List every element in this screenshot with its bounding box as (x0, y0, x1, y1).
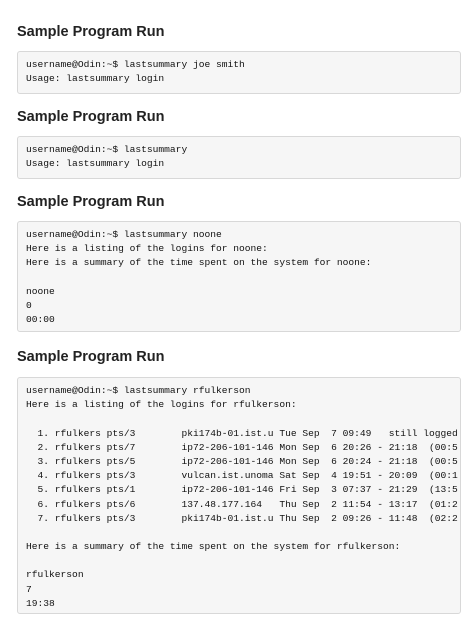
terminal-line: Here is a listing of the logins for noone: (26, 243, 268, 255)
terminal-line: Usage: lastsummary login (26, 73, 165, 85)
terminal-line: 3. rfulkers pts/5 ip72-206-101-146 Mon Sep 6 20:24 - 21:18 (00:5 (26, 455, 458, 467)
terminal-line: 4. rfulkers pts/3 vulcan.ist.unoma Sat Sep 4 19:51 - 20:09 (00:1 (26, 470, 458, 482)
terminal-line: rfulkerson (26, 569, 84, 581)
terminal-output-block (17, 221, 461, 332)
terminal-line: 5. rfulkers pts/1 ip72-206-101-146 Fri Sep 3 07:37 - 21:29 (13:5 (26, 484, 458, 496)
terminal-line (26, 271, 460, 285)
section-title: Sample Program Run (17, 349, 165, 365)
terminal-line: Usage: lastsummary login (26, 158, 165, 170)
section-title: Sample Program Run (17, 109, 165, 125)
terminal-output-block (17, 51, 461, 94)
terminal-output-block (17, 136, 461, 179)
terminal-line: 6. rfulkers pts/6 137.48.177.164 Thu Sep 2 11:54 - 13:17 (01:2 (26, 498, 458, 510)
terminal-line: username@Odin:~$ lastsummary (26, 144, 188, 155)
section-title: Sample Program Run (17, 194, 165, 210)
terminal-line: username@Odin:~$ lastsummary noone (26, 229, 222, 240)
terminal-line: 7. rfulkers pts/3 pki174b-01.ist.u Thu Sep 2 09:26 - 11:48 (02:2 (26, 512, 458, 524)
terminal-line (26, 554, 460, 568)
terminal-line: username@Odin:~$ lastsummary joe smith (26, 59, 245, 70)
terminal-line: noone (26, 285, 55, 297)
terminal-line: 1. rfulkers pts/3 pki174b-01.ist.u Tue Sep 7 09:49 still logged (26, 427, 458, 439)
terminal-line: 7 (26, 583, 32, 595)
terminal-line: 00:00 (26, 314, 55, 326)
terminal-line: 2. rfulkers pts/7 ip72-206-101-146 Mon Sep 6 20:26 - 21:18 (00:5 (26, 441, 458, 453)
section-title: Sample Program Run (17, 24, 165, 40)
terminal-line (26, 526, 460, 540)
terminal-line: username@Odin:~$ lastsummary rfulkerson (26, 385, 251, 396)
terminal-line: Here is a summary of the time spent on the system for rfulkerson: (26, 541, 401, 553)
terminal-line: 0 (26, 299, 32, 311)
terminal-line: 19:38 (26, 597, 55, 609)
terminal-line: Here is a summary of the time spent on the system for noone: (26, 257, 372, 269)
terminal-output-block (17, 377, 461, 614)
terminal-line: Here is a listing of the logins for rfulkerson: (26, 399, 297, 411)
terminal-line (26, 412, 460, 426)
